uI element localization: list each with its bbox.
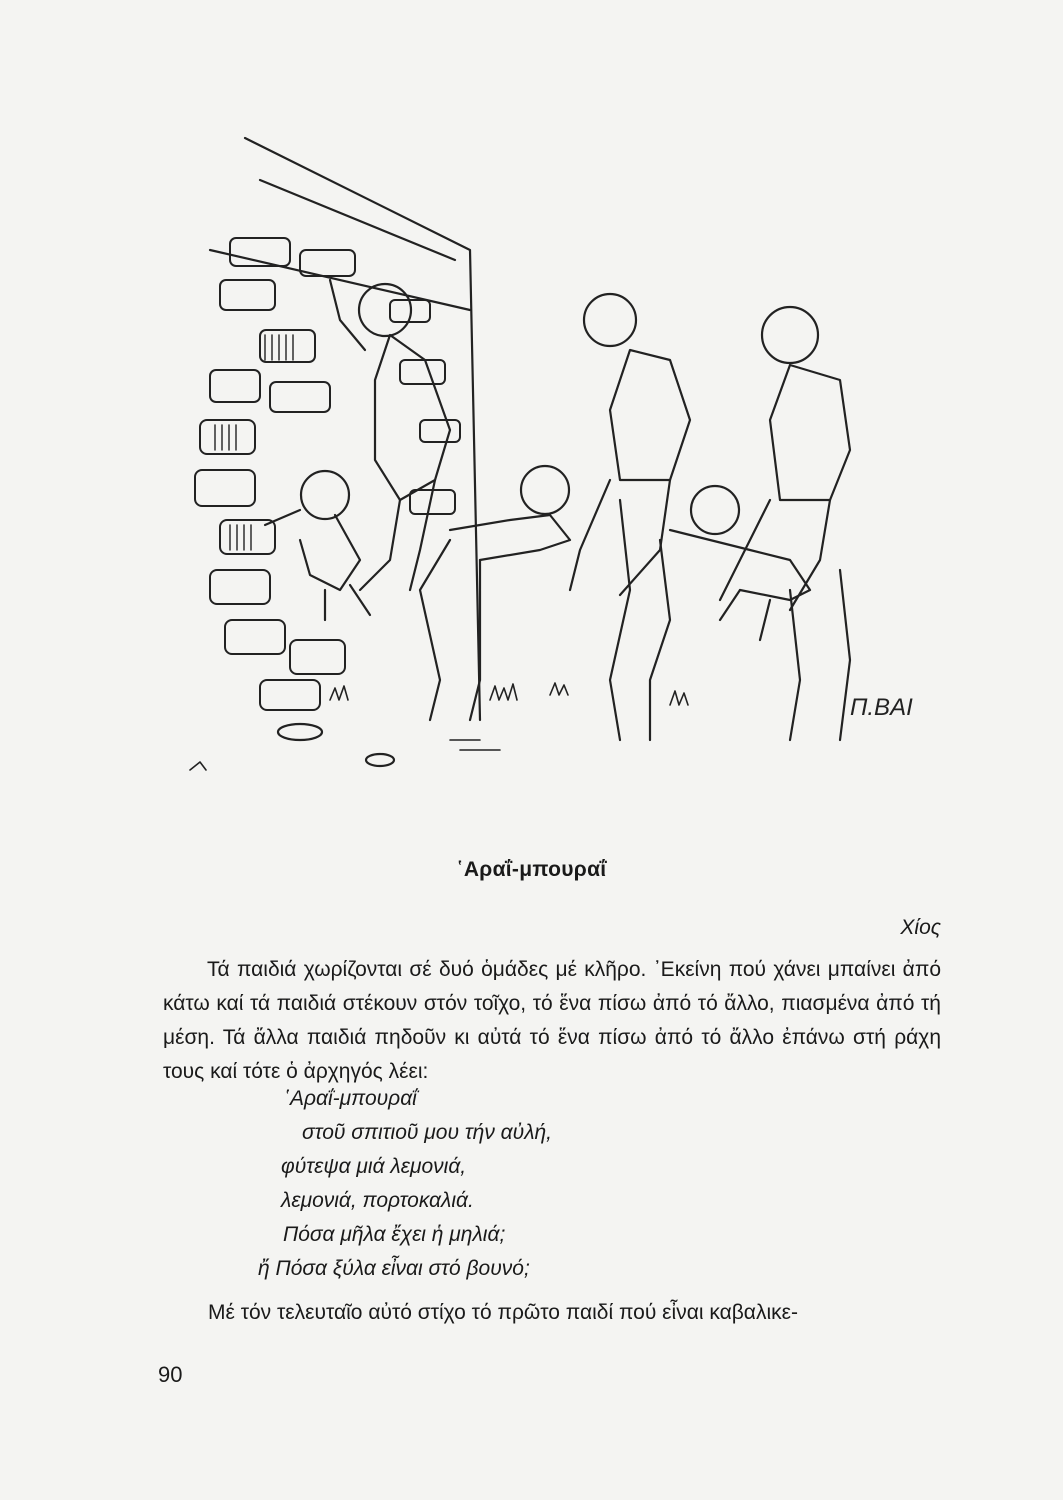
children-leapfrog-illustration: [150, 120, 950, 800]
section-title: ῾Αραΐ-μπουραΐ: [456, 858, 607, 881]
illustration-signature: Π.ΒΑΙ: [850, 694, 913, 721]
verse-line: ἤ Πόσα ξύλα εἶναι στό βουνό;: [258, 1257, 530, 1280]
verse-line: ῾Αραΐ-μπουραΐ: [283, 1087, 417, 1110]
verse-line: φύτεψα μιά λεμονιά,: [281, 1155, 467, 1178]
verse-line: στοῦ σπιτιοῦ μου τήν αὐλή,: [302, 1121, 553, 1144]
children-leapfrog-illustration-icon: [150, 120, 950, 800]
body-last-line: Μέ τόν τελευταῖο αὐτό στίχο τό πρῶτο παιδί πού εἶναι καβαλικε-: [208, 1301, 798, 1324]
body-paragraph: Τά παιδιά χωρίζονται σέ δυό ὁμάδες μέ κλῆρο. ᾿Εκείνη πού χάνει μπαίνει ἀπό κάτω καί τά παιδιά στέκουν στόν τοῖχο, τό ἕνα πίσω ἀπό τό ἄλλο, πιασμένα ἀπό τή μέση. Τά ἄλλα παιδιά πηδοῦν κι αὐτά τό ἕνα πίσω ἀπό τό ἄλλο ἐπάνω στή ράχη τους καί τότε ὁ ἀρχηγός λέει:: [163, 958, 941, 1083]
section-place: Χίος: [900, 916, 941, 939]
page-number: 90: [158, 1362, 183, 1387]
verse-line: Πόσα μῆλα ἔχει ἡ μηλιά;: [283, 1223, 506, 1246]
verse-line: λεμονιά, πορτοκαλιά.: [281, 1189, 474, 1212]
